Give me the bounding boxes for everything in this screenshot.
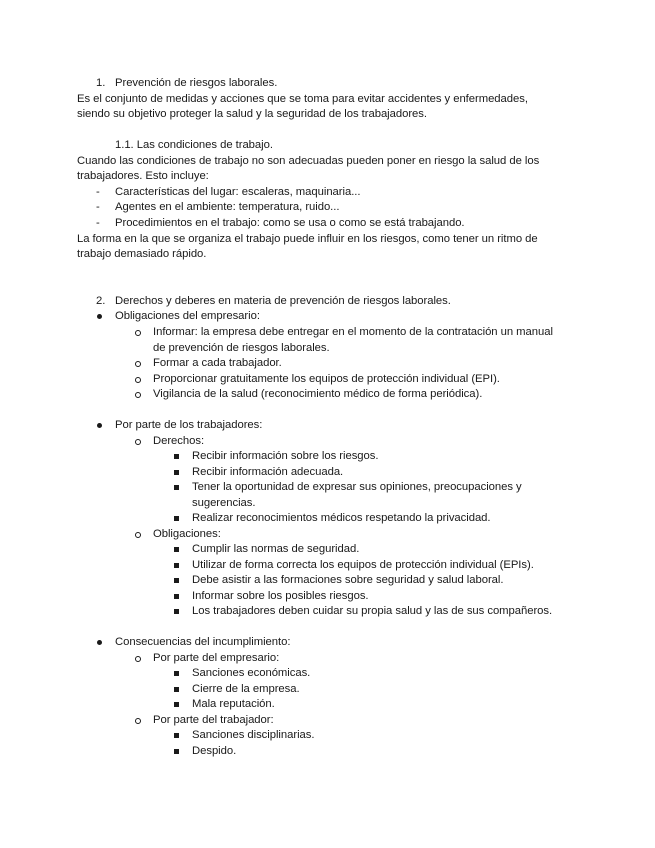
- bullet-square-icon: [174, 547, 179, 552]
- bullet-square-icon: [174, 516, 179, 521]
- consequences-worker-heading: Por parte del trabajador:: [153, 714, 274, 726]
- subsection-1-1-text-line-2: trabajadores. Esto incluye:: [77, 170, 209, 182]
- bullet-circle-icon: [135, 718, 141, 724]
- bullet-disc-icon: [97, 640, 102, 645]
- condition-item: Agentes en el ambiente: temperatura, ruido...: [115, 201, 340, 213]
- dash-marker: -: [96, 201, 100, 213]
- bullet-square-icon: [174, 594, 179, 599]
- bullet-square-icon: [174, 749, 179, 754]
- bullet-circle-icon: [135, 439, 141, 445]
- bullet-square-icon: [174, 454, 179, 459]
- workers-right-item: Tener la oportunidad de expresar sus opiniones, preocupaciones y: [192, 481, 522, 493]
- consequences-worker-item: Despido.: [192, 745, 237, 757]
- workers-duty-item: Los trabajadores deben cuidar su propia salud y las de sus compañeros.: [192, 605, 553, 617]
- workers-right-item: Recibir información sobre los riesgos.: [192, 450, 379, 462]
- section-1-intro-line-2: siendo su objetivo proteger la salud y la seguridad de los trabajadores.: [77, 108, 427, 120]
- workers-duty-item: Informar sobre los posibles riesgos.: [192, 590, 369, 602]
- employer-obligation-item: Informar: la empresa debe entregar en el momento de la contratación un manual: [153, 326, 553, 338]
- workers-right-item-continued: sugerencias.: [192, 497, 256, 509]
- dash-marker: -: [96, 217, 100, 229]
- workers-duty-item: Utilizar de forma correcta los equipos de protección individual (EPIs).: [192, 559, 534, 571]
- section-2-title: Derechos y deberes en materia de prevención de riesgos laborales.: [115, 295, 451, 307]
- dash-marker: -: [96, 186, 100, 198]
- consequences-heading: Consecuencias del incumplimiento:: [115, 636, 291, 648]
- bullet-circle-icon: [135, 392, 141, 398]
- bullet-square-icon: [174, 687, 179, 692]
- employer-obligations-heading: Obligaciones del empresario:: [115, 310, 260, 322]
- subsection-1-1-closing-line-2: trabajo demasiado rápido.: [77, 248, 207, 260]
- subsection-1-1-title: 1.1. Las condiciones de trabajo.: [115, 139, 273, 151]
- bullet-square-icon: [174, 578, 179, 583]
- employer-obligation-item: Proporcionar gratuitamente los equipos de protección individual (EPI).: [153, 373, 500, 385]
- section-1-title: Prevención de riesgos laborales.: [115, 77, 278, 89]
- employer-obligation-item: Vigilancia de la salud (reconocimiento médico de forma periódica).: [153, 388, 483, 400]
- consequences-employer-heading: Por parte del empresario:: [153, 652, 280, 664]
- workers-duty-item: Debe asistir a las formaciones sobre seguridad y salud laboral.: [192, 574, 504, 586]
- workers-duty-item: Cumplir las normas de seguridad.: [192, 543, 360, 555]
- bullet-circle-icon: [135, 656, 141, 662]
- bullet-square-icon: [174, 702, 179, 707]
- consequences-employer-item: Mala reputación.: [192, 698, 275, 710]
- bullet-square-icon: [174, 563, 179, 568]
- bullet-disc-icon: [97, 314, 102, 319]
- condition-item: Características del lugar: escaleras, maquinaria...: [115, 186, 361, 198]
- employer-obligation-item-continued: de prevención de riesgos laborales.: [153, 342, 330, 354]
- workers-heading: Por parte de los trabajadores:: [115, 419, 263, 431]
- bullet-square-icon: [174, 609, 179, 614]
- section-1-intro-line-1: Es el conjunto de medidas y acciones que se toma para evitar accidentes y enfermedades,: [77, 93, 528, 105]
- bullet-disc-icon: [97, 423, 102, 428]
- consequences-employer-item: Sanciones económicas.: [192, 667, 311, 679]
- bullet-circle-icon: [135, 377, 141, 383]
- bullet-square-icon: [174, 671, 179, 676]
- employer-obligation-item: Formar a cada trabajador.: [153, 357, 282, 369]
- subsection-1-1-text-line-1: Cuando las condiciones de trabajo no son adecuadas pueden poner en riesgo la salud de los: [77, 155, 540, 167]
- consequences-worker-item: Sanciones disciplinarias.: [192, 729, 315, 741]
- bullet-square-icon: [174, 485, 179, 490]
- workers-duties-heading: Obligaciones:: [153, 528, 221, 540]
- bullet-square-icon: [174, 733, 179, 738]
- subsection-1-1-closing-line-1: La forma en la que se organiza el trabajo puede influir en los riesgos, como tener un ritmo de: [77, 233, 538, 245]
- section-1-number: 1.: [96, 77, 106, 89]
- workers-right-item: Recibir información adecuada.: [192, 466, 344, 478]
- consequences-employer-item: Cierre de la empresa.: [192, 683, 300, 695]
- condition-item: Procedimientos en el trabajo: como se usa o como se está trabajando.: [115, 217, 465, 229]
- workers-rights-heading: Derechos:: [153, 435, 205, 447]
- workers-right-item: Realizar reconocimientos médicos respetando la privacidad.: [192, 512, 491, 524]
- bullet-square-icon: [174, 470, 179, 475]
- bullet-circle-icon: [135, 532, 141, 538]
- bullet-circle-icon: [135, 330, 141, 336]
- section-2-number: 2.: [96, 295, 106, 307]
- bullet-circle-icon: [135, 361, 141, 367]
